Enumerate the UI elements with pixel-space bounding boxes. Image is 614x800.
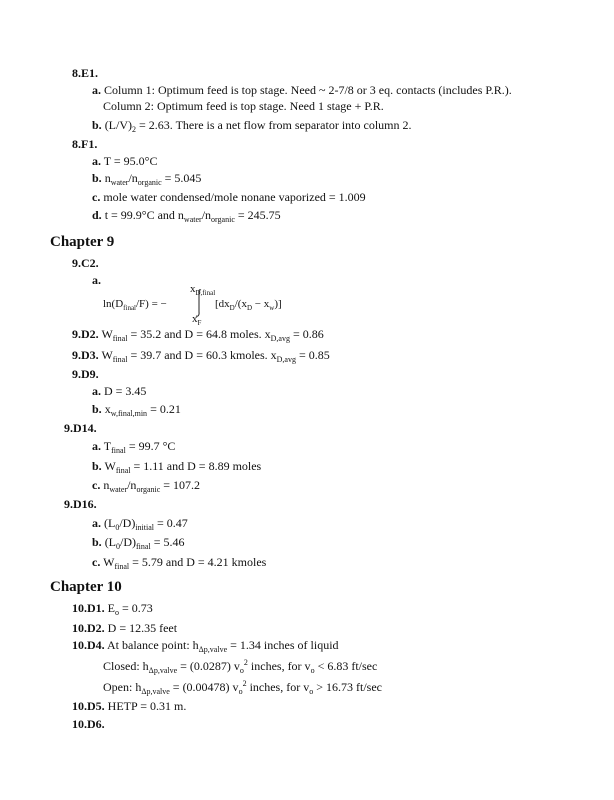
problem-8-e1: 8.E1. (72, 66, 99, 80)
answer-9-d14-a: a. $T_{final} = 99.7$ °C (92, 439, 176, 455)
problem-8-f1: 8.F1. (72, 137, 98, 151)
equation-integrand: $[dx_D/(x_D - x_w)]$ (215, 298, 282, 312)
answer-10-d4-closed: Closed: $h_{\Delta p,valve} = (0.0287)$ $v_o^2$ inches, for $v_o < 6.83$ ft/sec (103, 658, 378, 675)
problem-9-d14: 9.D14. (64, 421, 97, 435)
equation-lower-limit: $x_F$ (192, 313, 202, 327)
chapter-9-heading: Chapter 9 (50, 234, 115, 250)
answer-9-d9-b: b. $x_{w,final,min} = 0.21$ (92, 402, 181, 418)
answer-9-d9-a: a. D = 3.45 (92, 384, 147, 398)
answer-8-f1-c: c. mole water condensed/mole nonane vaporized = 1.009 (92, 190, 366, 204)
problem-9-d16: 9.D16. (64, 497, 97, 511)
answer-10-d1: 10.D1. $E_o = 0.73$ (72, 601, 153, 617)
answer-8-e1-a-col2: Column 2: Optimum feed is top stage. Need 1 stage + P.R. (103, 99, 384, 113)
equation-upper-limit: $x_{D,final}$ (190, 283, 216, 297)
answer-9-c2-a-label: a. (92, 273, 101, 287)
answer-9-d3: 9.D3. $W_{final} = 39.7$ and D = 60.3 kmoles. $x_{D,avg} = 0.85$ (72, 348, 330, 364)
answer-9-d14-b: b. $W_{final} = 1.11$ and D = 8.89 moles (92, 459, 262, 475)
answer-9-d16-c: c. $W_{final} = 5.79$ and D = 4.21 kmoles (92, 555, 267, 571)
chapter-10-heading: Chapter 10 (50, 579, 122, 595)
answer-9-d2: 9.D2. $W_{final} = 35.2$ and D = 64.8 moles. $x_{D,avg} = 0.86$ (72, 327, 324, 343)
answer-8-e1-b: b. $(L/V)_2 = 2.63$. There is a net flow from separator into column 2. (92, 118, 412, 134)
answer-10-d4-open: Open: $h_{\Delta p,valve} = (0.00478)$ $v_o^2$ inches, for $v_o > 16.73$ ft/sec (103, 679, 382, 696)
answer-10-d2: 10.D2. D = 12.35 feet (72, 621, 178, 635)
answer-8-f1-a: a. T = 95.0°C (92, 154, 158, 168)
answer-8-e1-a: a. Column 1: Optimum feed is top stage. Need ~ 2-7/8 or 3 eq. contacts (includes P.R.). (92, 83, 512, 97)
answer-10-d4: 10.D4. At balance point: $h_{\Delta p,valve} = 1.34$ inches of liquid (72, 638, 339, 654)
problem-10-d6: 10.D6. (72, 717, 105, 731)
answer-9-d16-a: a. $(L_0/D)_{initial} = 0.47$ (92, 516, 188, 532)
answer-10-d5: 10.D5. HETP = 0.31 m. (72, 699, 187, 713)
answer-9-d16-b: b. $(L_0/D)_{final} = 5.46$ (92, 535, 185, 551)
answer-8-f1-d: d. t = 99.9°C and $n_{water}/n_{organic} = 245.75$ (92, 208, 281, 224)
problem-9-d9: 9.D9. (72, 367, 99, 381)
answer-8-f1-b: b. $n_{water}/n_{organic} = 5.045$ (92, 171, 202, 187)
equation-lhs: $\ln(D_{final}/F)$ = − (103, 298, 167, 312)
answer-9-d14-c: c. $n_{water}/n_{organic} = 107.2$ (92, 478, 201, 494)
problem-9-c2: 9.C2. (72, 256, 99, 270)
